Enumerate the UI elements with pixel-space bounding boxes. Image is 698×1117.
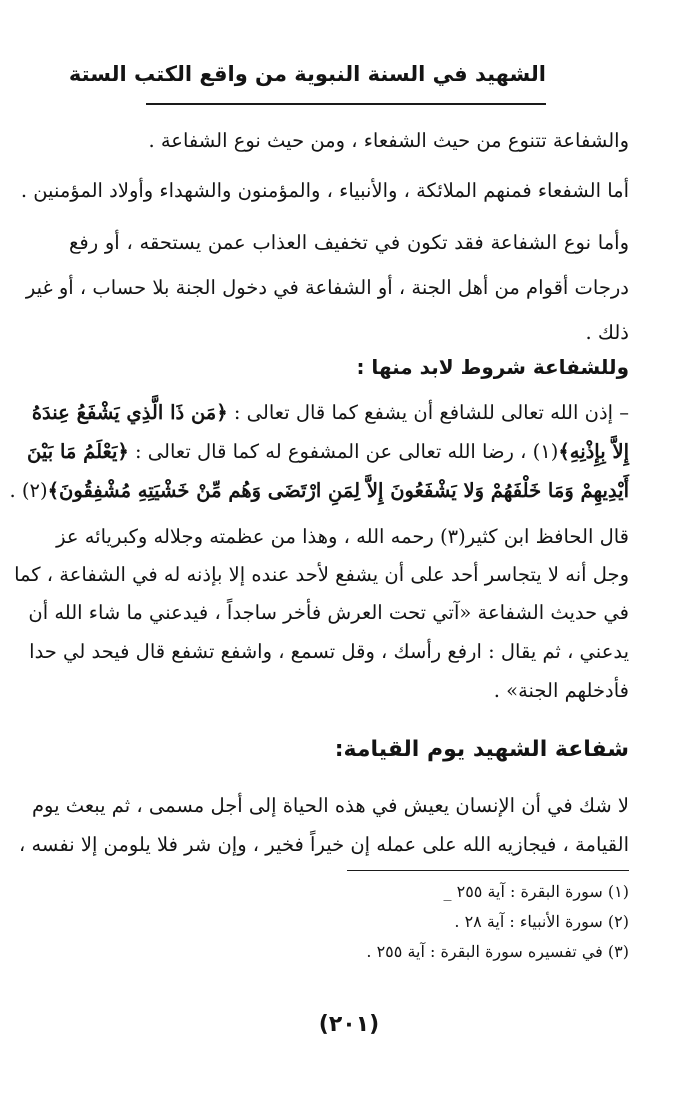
paragraph-types-line-2: درجات أقوام من أهل الجنة ، أو الشفاعة في دخول الجنة بلا حساب ، أو غير — [25, 276, 629, 299]
running-header-title: الشهيد في السنة النبوية من واقع الكتب الستة — [68, 62, 546, 86]
paragraph-types-line-1: وأما نوع الشفاعة فقد تكون في تخفيف العذاب عمن يستحقه ، أو رفع — [69, 231, 629, 254]
condition-text-1: – إذن الله تعالى للشافع أن يشفع كما قال تعالى : — [227, 401, 629, 424]
footnote-1: (١) سورة البقرة : آية ٢٥٥ _ — [443, 882, 629, 901]
quran-verse-2: ﴿يَعْلَمُ مَا بَيْنَ — [27, 440, 129, 463]
paragraph-intro: والشفاعة تتنوع من حيث الشفعاء ، ومن حيث نوع الشفاعة . — [148, 129, 629, 152]
condition-line-1 — [31, 398, 629, 428]
quran-verse-1-end: إِلاَّ بِإِذْنِهِ﴾ — [558, 440, 629, 463]
ibn-kathir-line-3: في حديث الشفاعة «آتي تحت العرش فأخر ساجداً ، فيدعني ما شاء الله أن — [28, 601, 629, 624]
footnote-3: (٣) في تفسيره سورة البقرة : آية ٢٥٥ . — [366, 942, 629, 961]
ibn-kathir-line-1: قال الحافظ ابن كثير(٣) رحمه الله ، وهذا من عظمته وجلاله وكبريائه عز — [56, 525, 629, 548]
condition-line-2 — [27, 437, 629, 467]
footnote-rule — [347, 870, 629, 871]
condition-text-2: (١) ، رضا الله تعالى عن المشفوع له كما قال تعالى : — [128, 440, 559, 463]
condition-text-3: (٢) . — [9, 479, 48, 502]
paragraph-intercessors: أما الشفعاء فمنهم الملائكة ، والأنبياء ، والمؤمنون والشهداء وأولاد المؤمنين . — [20, 179, 629, 202]
ibn-kathir-line-4: يدعني ، ثم يقال : ارفع رأسك ، وقل تسمع ، واشفع تشفع قال فيحد لي حدا — [29, 640, 629, 663]
section-text-line-2: القيامة ، فيجازيه الله على عمله إن خيراً فخير ، وإن شر فلا يلومن إلا نفسه ، — [18, 833, 629, 856]
condition-line-3 — [9, 476, 629, 506]
footnote-2: (٢) سورة الأنبياء : آية ٢٨ . — [454, 912, 629, 931]
page-number: (٢٠١) — [318, 1012, 380, 1037]
paragraph-types-line-3: ذلك . — [585, 321, 629, 344]
ibn-kathir-line-5: فأدخلهم الجنة» . — [493, 679, 629, 702]
conditions-heading: وللشفاعة شروط لابد منها : — [356, 355, 629, 379]
ibn-kathir-line-2: وجل أنه لا يتجاسر أحد على أن يشفع لأحد عنده إلا بإذنه له في الشفاعة ، كما — [14, 563, 629, 586]
section-text-line-1: لا شك في أن الإنسان يعيش في هذه الحياة إلى أجل مسمى ، ثم يبعث يوم — [31, 794, 629, 817]
quran-verse-1: ﴿مَن ذَا الَّذِي يَشْفَعُ عِندَهُ — [31, 401, 228, 424]
quran-verse-2-end: أَيْدِيهِمْ وَمَا خَلْفَهُمْ وَلا يَشْفَعُونَ إِلاَّ لِمَنِ ارْتَضَى وَهُم مِّنْ خَشْيَتِهِ مُشْفِقُونَ﴾ — [47, 479, 629, 502]
header-rule — [146, 103, 546, 105]
section-heading: شفاعة الشهيد يوم القيامة: — [334, 737, 629, 762]
